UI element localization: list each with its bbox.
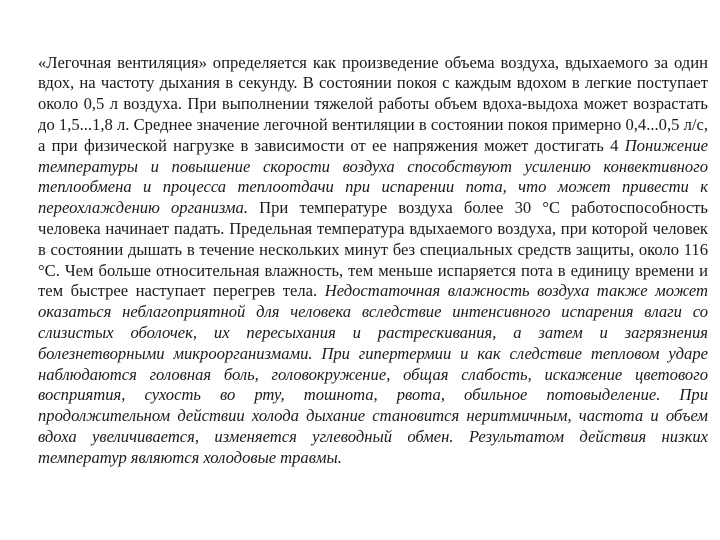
- text-segment-lung-ventilation: «Легочная вентиляция» определяется как произведение объема воздуха, вдыхаемого за один вдох, на частоту дыхания в секунду. В состоянии покоя с каждым вдохом в легкие поступает около 0,5 л воздуха. При выполнении тяжелой работы объем вдоха-выдоха может возрастать до 1,5...1,8 л. Среднее значение легочной вентиляции в состоянии покоя примерно 0,4...0,5 л/с, а при физической нагрузке в зависимости от ее напряжения может достигать 4: [38, 52, 708, 155]
- body-paragraph: [38, 53, 708, 469]
- text-segment-air-temperature: При температуре воздуха более 30 °С работоспособность человека начинает падать. Предельная температура вдыхаемого воздуха, при которой человек в состоянии дышать в течение нескольких минут без специальных средств защиты, около 116 °С. Чем больше относительная влажность, тем меньше испаряется пота в единицу времени и тем быстрее наступает перегрев тела.: [38, 198, 709, 301]
- text-segment-temperature-effects: Понижение температуры и повышение скорости воздуха способствуют усилению конвективного теплообмена и процесса теплоотдачи при испарении пота, что может привести к переохлаждению организма.: [38, 135, 708, 218]
- text-segment-humidity-and-cold: Недостаточная влажность воздуха также может оказаться неблагоприятной для человека вследствие интенсивного испарения влаги со слизистых оболочек, их пересыхания и растрескивания, а затем и загрязнения болезнетворными микроорганизмами. При гипертермии и как следствие тепловом ударе наблюдаются головная боль, головокружение, общая слабость, искажение цветового восприятия, сухость во рту, тошнота, рвота, обильное потовыделение. При продолжительном действии холода дыхание становится неритмичным, частота и объем вдоха увеличивается, изменяется углеводный обмен. Результатом действия низких температур являются холодовые травмы.: [38, 281, 708, 467]
